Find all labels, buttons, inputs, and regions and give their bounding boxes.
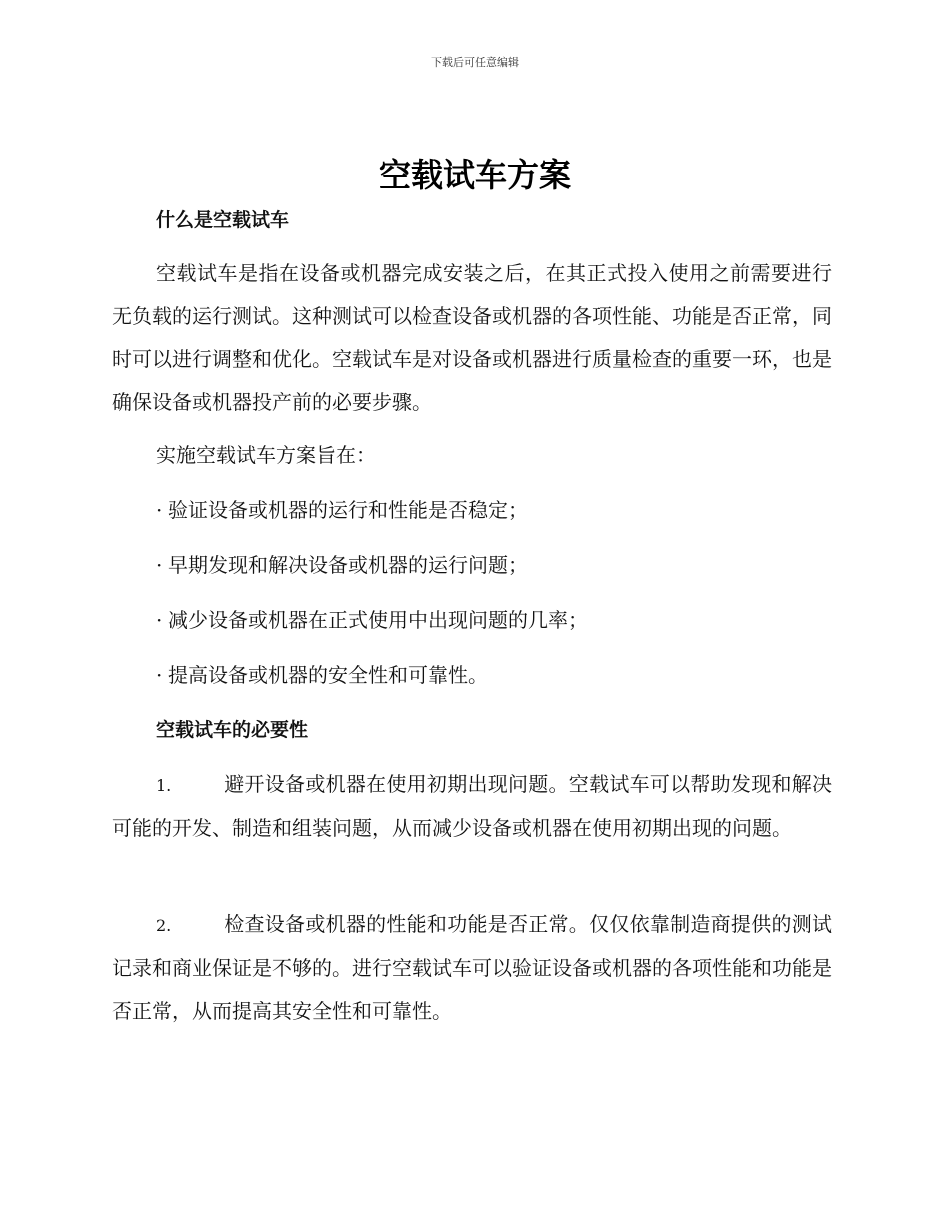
bullet-item	[112, 489, 832, 532]
page-title: 空载试车方案	[378, 156, 571, 194]
header-note: 下载后可任意编辑	[431, 56, 519, 69]
section-necessity	[112, 709, 832, 752]
item-number: 1.	[156, 776, 172, 795]
bullet-item	[112, 654, 832, 697]
item-text: 检查设备或机器的性能和功能是否正常。仅仅依靠制造商提供的测试记录和商业保证是不够的。进行空载试车可以验证设备或机器的各项性能和功能是否正常，从而提高其安全性和可靠性。	[112, 912, 832, 1023]
bullet-dot: ·	[156, 608, 163, 632]
bullet-dot: ·	[156, 553, 163, 577]
numbered-item	[112, 903, 832, 1033]
definition-block	[112, 252, 832, 424]
numbered-item	[112, 763, 832, 850]
definition-paragraph: 空载试车是指在设备或机器完成安装之后，在其正式投入使用之前需要进行无负载的运行测试。这种测试可以检查设备或机器的各项性能、功能是否正常，同时可以进行调整和优化。空载试车是对设备或机器进行质量检查的重要一环，也是确保设备或机器投产前的必要步骤。	[112, 261, 832, 414]
bullet-text: 提高设备或机器的安全性和可靠性。	[168, 663, 488, 687]
item-number: 2.	[156, 916, 172, 935]
bullet-text: 验证设备或机器的运行和性能是否稳定；	[168, 498, 528, 522]
bullet-item	[112, 544, 832, 587]
item-text: 避开设备或机器在使用初期出现问题。空载试车可以帮助发现和解决可能的开发、制造和组装问题，从而减少设备或机器在使用初期出现的问题。	[112, 772, 832, 840]
bullet-item	[112, 599, 832, 642]
bullet-dot: ·	[156, 663, 163, 687]
section-what-is	[112, 199, 832, 242]
intro-text: 实施空载试车方案旨在：	[156, 443, 376, 467]
section-heading: 空载试车的必要性	[156, 719, 309, 741]
intro-block	[112, 434, 832, 477]
bullet-dot: ·	[156, 498, 163, 522]
section-heading: 什么是空载试车	[156, 209, 290, 231]
bullet-text: 减少设备或机器在正式使用中出现问题的几率；	[168, 608, 588, 632]
bullet-text: 早期发现和解决设备或机器的运行问题；	[168, 553, 528, 577]
